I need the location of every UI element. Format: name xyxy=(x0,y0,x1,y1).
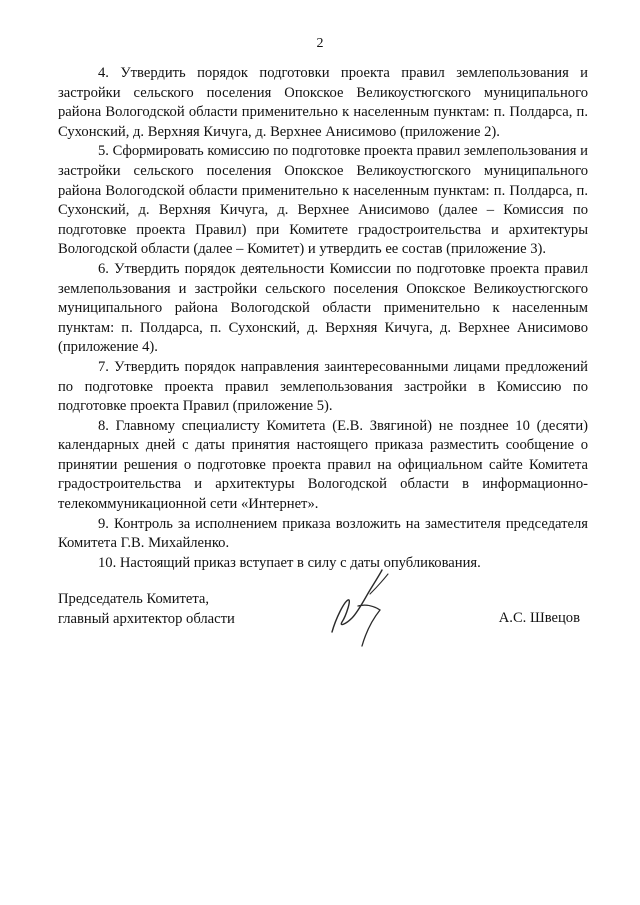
handwritten-signature-icon xyxy=(322,560,402,650)
order-body xyxy=(58,64,588,573)
signatory-name: А.С. Швецов xyxy=(498,610,580,626)
paragraph-item-10: 10. Настоящий приказ вступает в силу с даты опубликования. xyxy=(98,554,481,571)
paragraph-item-5: 5. Сформировать комиссию по подготовке проекта правил землепользования и застройки сельского поселения Опокское Великоустюгского муниципального района Вологодской области применительно к населенным пунктам: п. Полдарса, п. Сухонский, д. Верхняя Кичуга, д. Верхнее Анисимово (далее – Комиссия по подготовке проекта Правил) при Комитете градостроительства и архитектуры Вологодской области (далее – Комитет) и утвердить ее состав (приложение 3). xyxy=(58,143,588,258)
paragraph-item-8: 8. Главному специалисту Комитета (Е.В. Звягиной) не позднее 10 (десяти) календарных дней с даты принятия настоящего приказа разместить сообщение о принятии решения о подготовке проекта правил на официальном сайте Комитета градостроительства и архитектуры Вологодской области в информационно-телекоммуникационной сети «Интернет». xyxy=(58,417,588,513)
page-number: 2 xyxy=(316,36,324,51)
signatory-role-line-1: Председатель Комитета, xyxy=(58,591,210,607)
signature-block xyxy=(58,590,588,650)
paragraph-item-9: 9. Контроль за исполнением приказа возложить на заместителя председателя Комитета Г.В. Михайленко. xyxy=(58,515,588,552)
signatory-role xyxy=(58,590,235,629)
paragraph-item-4: 4. Утвердить порядок подготовки проекта правил землепользования и застройки сельского поселения Опокское Великоустюгского муниципального района Вологодской области применительно к населенным пунктам: п. Полдарса, п. Сухонский, д. Верхняя Кичуга, д. Верхнее Анисимово (приложение 2). xyxy=(58,65,588,140)
paragraph-item-6: 6. Утвердить порядок деятельности Комиссии по подготовке проекта правил землепользования и застройки сельского поселения Опокское Великоустюгского муниципального района Вологодской области применительно к населенным пунктам: п. Полдарса, п. Сухонский, д. Верхняя Кичуга, д. Верхнее Анисимово (приложение 4). xyxy=(58,260,588,356)
signatory-role-line-2: главный архитектор области xyxy=(58,610,235,627)
paragraph-item-7: 7. Утвердить порядок направления заинтересованными лицами предложений по подготовке проекта правил землепользования застройки в Комиссию по подготовке проекта Правил (приложение 5). xyxy=(58,358,588,415)
